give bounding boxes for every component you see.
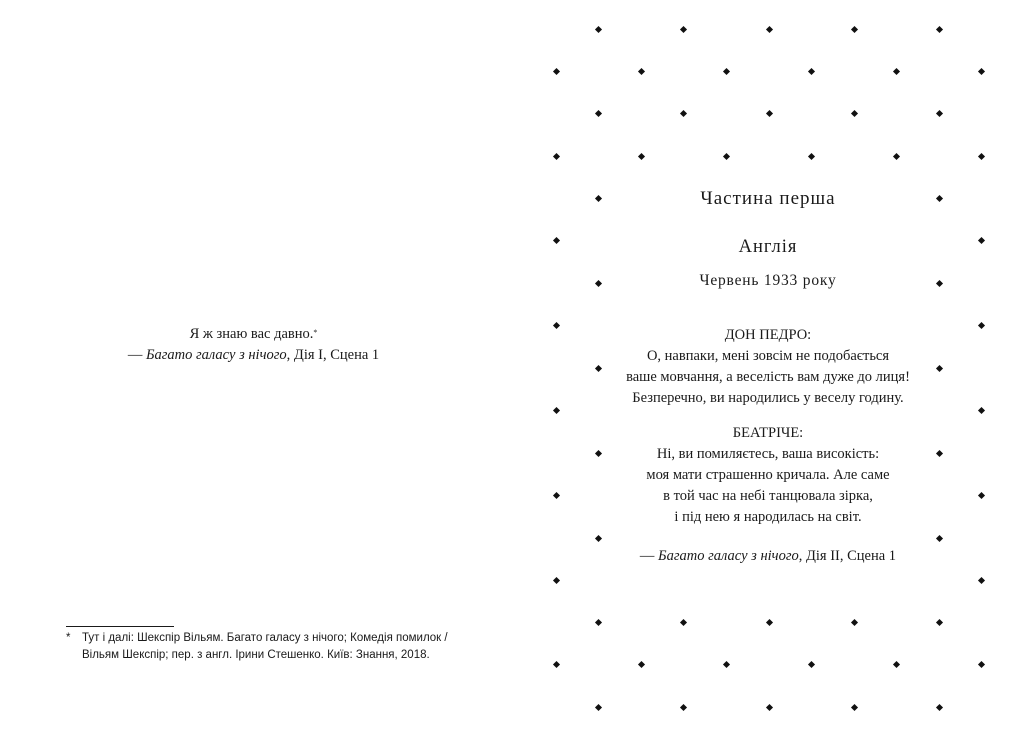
diamond-dot [552, 152, 559, 159]
footnote-divider [66, 626, 174, 627]
date-heading: Червень 1933 року [699, 272, 837, 289]
diamond-dot [637, 67, 644, 74]
footnote-star: * [66, 632, 71, 644]
diamond-dot [892, 152, 899, 159]
citation-dash: — [639, 548, 659, 564]
citation-title: Багато галасу з нічого [658, 548, 799, 564]
citation-act-scene: , Дія І, Сцена 1 [286, 347, 380, 363]
citation-act-scene: , Дія ІІ, Сцена 1 [798, 548, 897, 564]
diamond-dot [807, 660, 814, 667]
country-heading: Англія [738, 237, 798, 257]
diamond-dot [935, 703, 942, 710]
footnote-marker: * [313, 328, 318, 337]
diamond-dot [977, 67, 984, 74]
diamond-dot [935, 25, 942, 32]
diamond-dot [722, 152, 729, 159]
diamond-dot [679, 618, 686, 625]
dialogue-citation [512, 546, 1024, 567]
diamond-dot [850, 703, 857, 710]
dialogue-line: в той час на небі танцювала зірка, [663, 488, 873, 504]
diamond-dot [850, 109, 857, 116]
footnote-line-1: Тут і далі: Шекспір Вільям. Багато галасу з нічого; Комедія помилок / [82, 632, 448, 644]
diamond-dot [637, 660, 644, 667]
diamond-dot [594, 618, 601, 625]
diamond-dot [722, 67, 729, 74]
diamond-dot [892, 67, 899, 74]
diamond-dot [977, 576, 984, 583]
diamond-dot [594, 703, 601, 710]
diamond-dot [935, 109, 942, 116]
part-title: Частина перша [700, 188, 836, 209]
footnote-line-2: Вільям Шекспір; пер. з англ. Ірини Стешенко. Київ: Знання, 2018. [82, 649, 430, 661]
diamond-dot [977, 152, 984, 159]
diamond-dot [679, 109, 686, 116]
diamond-dot [765, 618, 772, 625]
citation-title: Багато галасу з нічого [145, 347, 287, 363]
speaker-name: БЕАТРІЧЕ: [732, 425, 804, 441]
diamond-dot [552, 660, 559, 667]
footnote [66, 630, 486, 664]
diamond-dot [935, 618, 942, 625]
epigraph-quote: Я ж знаю вас давно. [189, 326, 314, 342]
citation-dash: — [127, 347, 146, 363]
dialogue-line: О, навпаки, мені зовсім не подобається [646, 348, 890, 364]
diamond-dot [977, 660, 984, 667]
diamond-dot [765, 25, 772, 32]
speaker-name: ДОН ПЕДРО: [724, 327, 812, 343]
dialogue-line: і під нею я народилась на світ. [674, 509, 862, 525]
dialogue-line: ваше мовчання, а веселість вам дуже до лиця! [626, 369, 910, 385]
epigraph [60, 324, 447, 366]
diamond-dot [722, 660, 729, 667]
right-page [512, 0, 1024, 741]
spacer [512, 528, 1024, 546]
diamond-dot [807, 152, 814, 159]
diamond-dot [552, 576, 559, 583]
dialogue-line: Ні, ви помиляєтесь, ваша високість: [656, 446, 880, 462]
epigraph-citation [60, 345, 447, 366]
diamond-dot [850, 618, 857, 625]
diamond-dot [637, 152, 644, 159]
diamond-dot [765, 109, 772, 116]
dialogue-line: Безперечно, ви народились у веселу годину. [632, 390, 904, 406]
diamond-dot [850, 25, 857, 32]
diamond-dot [892, 660, 899, 667]
dialogue-line: моя мати страшенно кричала. Але саме [646, 467, 890, 483]
spacer [512, 409, 1024, 423]
diamond-dot [679, 703, 686, 710]
diamond-dot [594, 25, 601, 32]
diamond-dot [594, 109, 601, 116]
diamond-dot [807, 67, 814, 74]
diamond-dot [679, 25, 686, 32]
epigraph-quote-line [60, 324, 447, 345]
dialogue-epigraph [512, 325, 1024, 567]
diamond-dot [552, 67, 559, 74]
diamond-dot [765, 703, 772, 710]
